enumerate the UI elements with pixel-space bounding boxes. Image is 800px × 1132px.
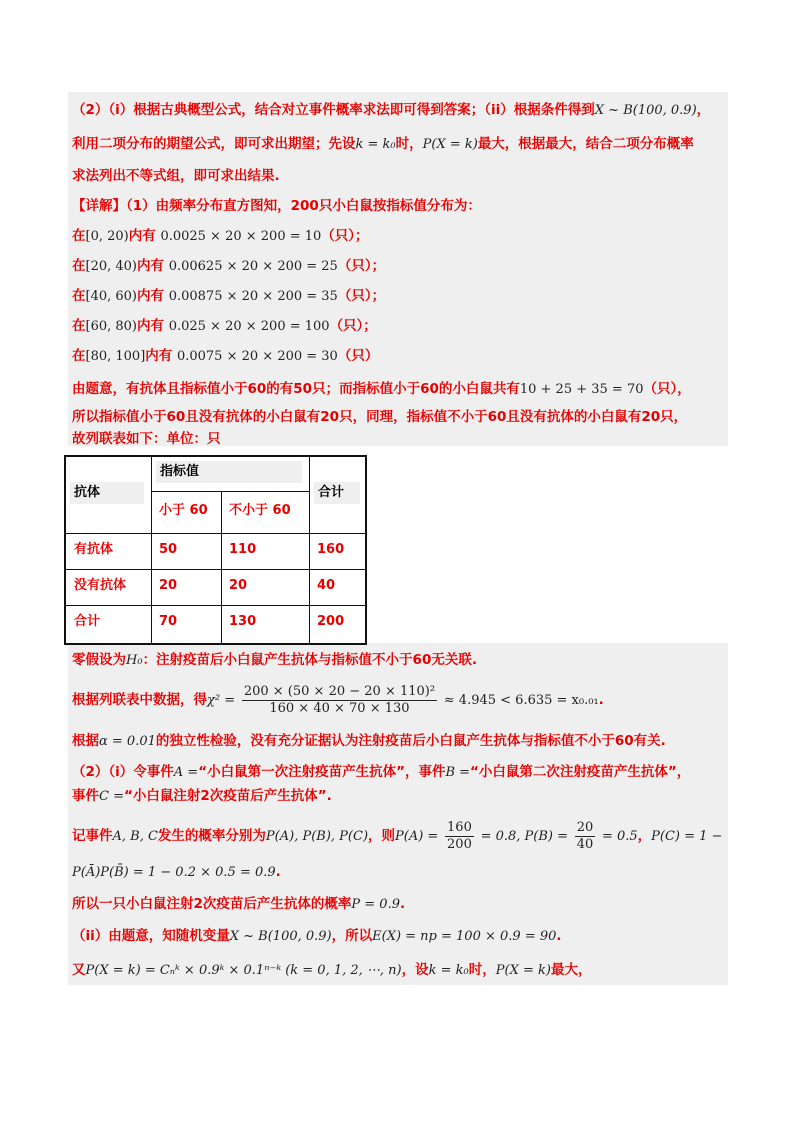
distribution-row-4: 在[60, 80)内有 0.025 × 20 × 200 = 100（只）； — [72, 318, 377, 334]
distribution-row-2: 在[20, 40)内有 0.00625 × 20 × 200 = 25（只）； — [72, 258, 386, 274]
analysis-line-1: （2）（i）根据古典概型公式，结合对立事件概率求法即可得到答案；（ii）根据条件得到X ~ B(100, 0.9)， — [72, 102, 711, 118]
cell-total-total: 200 — [317, 614, 345, 629]
header-antibody: 抗体 — [70, 482, 144, 504]
row-label-has-antibody: 有抗体 — [74, 542, 114, 557]
header-less-than-60: 小于 60 — [159, 503, 208, 518]
fraction-pa: $\frac{160}{200}$ — [447, 819, 472, 852]
distribution-row-3: 在[40, 60)内有 0.00875 × 20 × 200 = 35（只）； — [72, 288, 386, 304]
chi-square-fraction: $\frac{\text{200 × (50 × 20 − 20 × 110)²}}{160 \times 40 \times 70 \times 130}$ — [243, 683, 436, 716]
chi-square-line: 根据列联表中数据，得χ² = $\frac{\text{200 × (50 × 20 − 20 × 110)²}}{160 \times 40 \times 70 \times 130}$ ≈ 4.945 < 6.635 = x₀.₀₁. — [72, 683, 604, 716]
part2-line-3: 记事件A, B, C发生的概率分别为P(A), P(B), P(C)，则P(A) = $\frac{160}{200}$ = 0.8, P(B) = $\frac{20}{40}$ = 0.5，P(C) = 1 − — [72, 819, 723, 852]
distribution-row-5: 在[80, 100]内有 0.0075 × 20 × 200 = 30（只） — [72, 348, 379, 364]
analysis-line-3: 求法列出不等式组，即可求出结果. — [72, 168, 280, 184]
contingency-table — [64, 455, 367, 645]
detail-line-10: 故列联表如下：单位：只 — [72, 431, 221, 447]
conclusion-line: 根据α = 0.01的独立性检验，没有充分证据认为注射疫苗后小白鼠产生抗体与指标值不小于60有关. — [72, 733, 666, 749]
header-total: 合计 — [314, 482, 360, 504]
header-indicator: 指标值 — [156, 461, 302, 483]
cell-no-ge: 20 — [229, 578, 248, 593]
header-not-less-than-60: 不小于 60 — [229, 503, 291, 518]
detail-line: 【详解】（1）由频率分布直方图知，200只小白鼠按指标值分布为： — [72, 198, 481, 214]
detail-line-9: 所以指标值小于60且没有抗体的小白鼠有20只，同理，指标值不小于60且没有抗体的小白鼠有20只， — [72, 409, 688, 425]
part2-line-6: （ii）由题意，知随机变量X ~ B(100, 0.9)，所以E(X) = np = 100 × 0.9 = 90. — [72, 928, 562, 944]
null-hypothesis-line: 零假设为H₀：注射疫苗后小白鼠产生抗体与指标值不小于60无关联. — [72, 652, 477, 668]
cell-has-total: 160 — [317, 542, 345, 557]
part2-line-7: 又P(X = k) = Cₙᵏ × 0.9ᵏ × 0.1ⁿ⁻ᵏ (k = 0, 1, 2, ⋯, n)，设k = k₀时，P(X = k)最大， — [72, 962, 592, 978]
cell-total-lt: 70 — [159, 614, 178, 629]
analysis-line-2: 利用二项分布的期望公式，即可求出期望；先设k = k₀时，P(X = k)最大，根据最大，结合二项分布概率 — [72, 136, 694, 152]
fraction-pb: $\frac{20}{40}$ — [576, 819, 594, 852]
part2-line-1: （2）（i）令事件A =“小白鼠第一次注射疫苗产生抗体”，事件B =“小白鼠第二次注射疫苗产生抗体”， — [72, 764, 691, 780]
cell-no-lt: 20 — [159, 578, 178, 593]
part2-line-5: 所以一只小白鼠注射2次疫苗后产生抗体的概率P = 0.9. — [72, 896, 406, 912]
cell-no-total: 40 — [317, 578, 336, 593]
part2-line-4: P(Ā)P(B̄) = 1 − 0.2 × 0.5 = 0.9. — [72, 864, 281, 880]
cell-total-ge: 130 — [229, 614, 257, 629]
cell-has-ge: 110 — [229, 542, 257, 557]
row-label-total: 合计 — [74, 614, 101, 629]
part2-line-2: 事件C =“小白鼠注射2次疫苗后产生抗体”. — [72, 788, 332, 804]
distribution-row-1: 在[0, 20)内有 0.0025 × 20 × 200 = 10（只）； — [72, 228, 369, 244]
cell-has-lt: 50 — [159, 542, 178, 557]
detail-line-8: 由题意，有抗体且指标值小于60的有50只；而指标值小于60的小白鼠共有10 + 25 + 35 = 70（只）， — [72, 381, 691, 397]
row-label-no-antibody: 没有抗体 — [74, 578, 127, 593]
